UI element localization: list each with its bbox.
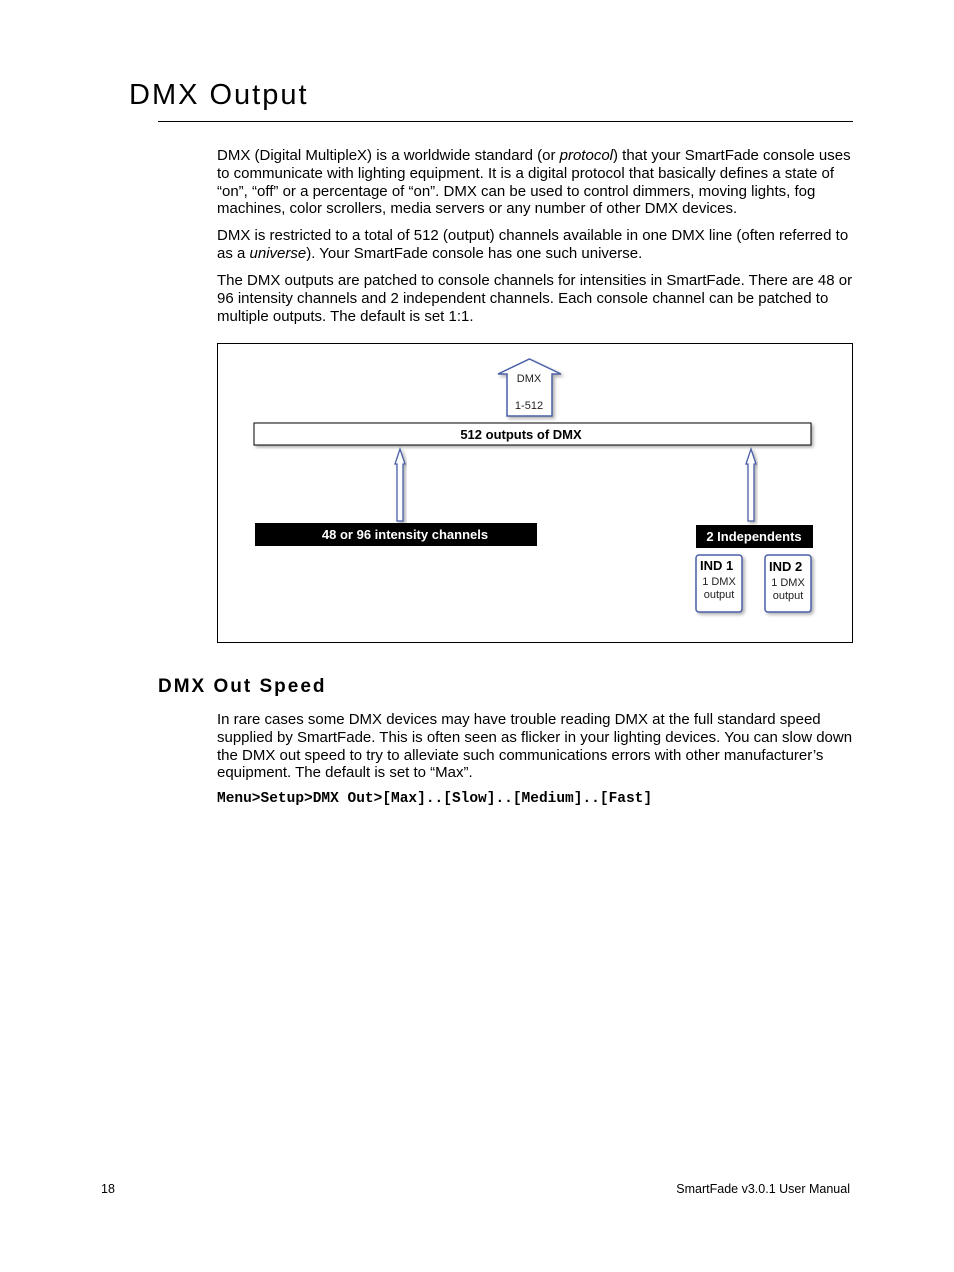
ind1-line2: output [703,589,735,601]
intro-paragraph-1: DMX (Digital MultipleX) is a worldwide standard (or protocol) that your SmartFade console uses to communicate with lighting equipment. It is a digital protocol that basically defines a state of “on”, “off” or a percentage of “on”. DMX can be used to control dimmers, moving lights, fog machines, color scrollers, media servers or any number of other DMX devices. [217,147,851,218]
intro-paragraph-3: The DMX outputs are patched to console channels for intensities in SmartFade. There are 48 or 96 intensity channels and 2 independent channels. Each console channel can be patched to multiple outputs. The default is set 1:1. [217,272,853,325]
section-heading: DMX Out Speed [158,676,327,697]
intensity-up-arrow [395,449,405,521]
ind2-title: IND 2 [769,559,803,574]
outputs-bar-label: 512 outputs of DMX [460,427,582,442]
independents-label: 2 Independents [706,529,802,544]
ind2-line2: output [772,590,804,602]
ind1-title: IND 1 [700,558,734,573]
footer-page-number: 18 [101,1182,115,1196]
title-divider [158,121,853,122]
dmx-arrow-label: DMX [516,373,542,385]
intro-paragraph-2: DMX is restricted to a total of 512 (output) channels available in one DMX line (often referred to as a universe). Your SmartFade console has one such universe. [217,227,849,262]
dmx-arrow-range: 1-512 [514,400,544,412]
intensity-channels-label: 48 or 96 intensity channels [321,527,489,542]
menu-path: Menu>Setup>DMX Out>[Max]..[Slow]..[Medium]..[Fast] [217,791,653,807]
footer-manual-name: SmartFade v3.0.1 User Manual [676,1182,850,1196]
page-title: DMX Output [129,79,309,111]
dmx-patch-diagram [217,343,853,643]
ind2-line1: 1 DMX [771,577,805,589]
ind1-line1: 1 DMX [702,576,736,588]
speed-paragraph: In rare cases some DMX devices may have trouble reading DMX at the full standard speed supplied by SmartFade. This is often seen as flicker in your lighting devices. You can slow down the DMX out speed to try to alleviate such communications errors with other manufacturer’s equipment. The default is set to “Max”. [217,711,853,782]
independents-up-arrow [746,449,756,521]
